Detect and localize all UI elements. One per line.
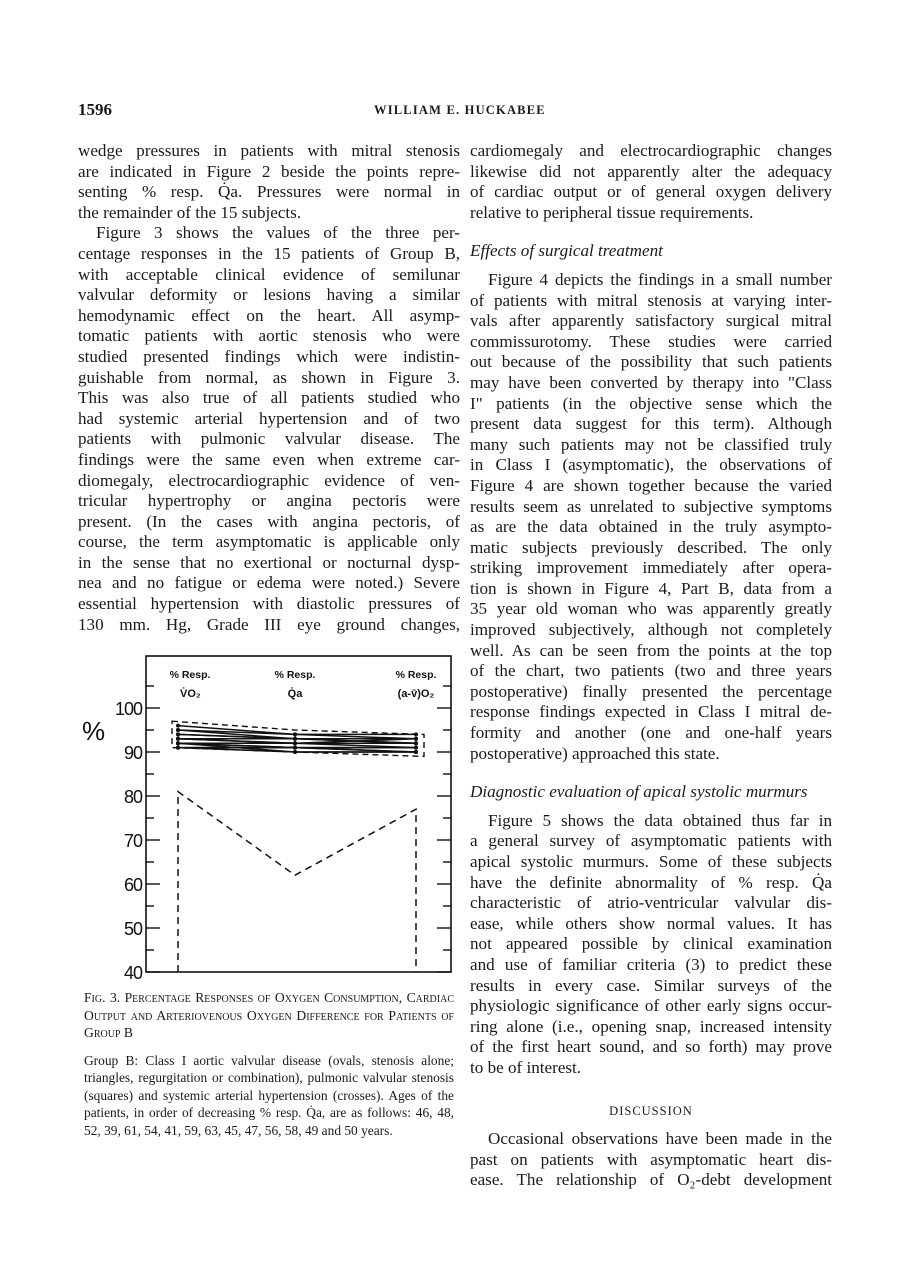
data-point [176, 732, 180, 736]
caption-body: Group B: Class I aortic valvular disease (ovals, stenosis alone; triangles, regurgitation or combination), pulmonic valvular stenosis (squares) and systemic arterial hypertension (crosses). Ages of the patients, in order of decreasing % resp. Q̇a, are as follows: 46, 48, 52, 39, 61, 54, 41, 59, 63, 45, 47, 56, 58, 49 and 50 years. [84, 1052, 454, 1138]
text-line: have the definite abnormality of % resp. Q̇a [470, 872, 832, 892]
y-tick-label: 60 [123, 875, 142, 895]
text-line: ease. The relationship of O₂-debt development [470, 1170, 832, 1190]
text-line: commissurotomy. These studies were carried [470, 331, 832, 351]
plot-frame [146, 656, 451, 972]
text-line: Figure 4 are shown together because the varied [470, 475, 832, 495]
text-line: results seem as unrelated to subjective symptoms [470, 496, 832, 516]
paragraph [470, 1129, 832, 1191]
text-line: guishable from normal, as shown in Figure 3. [78, 367, 460, 387]
text-line: improved subjectively, although not completely [470, 620, 832, 640]
text-line: postoperative) finally presented the percentage [470, 681, 832, 701]
y-tick-label: 80 [123, 787, 142, 807]
left-column [78, 141, 460, 635]
text-line: diomegaly, electrocardiographic evidence of ven- [78, 470, 460, 490]
text-line: centage responses in the 15 patients of Group B, [78, 243, 460, 263]
text-line: tricular hypertrophy or angina pectoris were [78, 491, 460, 511]
text-line: Figure 4 depicts the findings in a small number [488, 269, 832, 289]
reference-dashed-line [178, 792, 416, 972]
figure-3-chart [78, 648, 460, 983]
text-line: I" patients (in the objective sense which the [470, 393, 832, 413]
text-line: not appeared possible by clinical examination [470, 934, 832, 954]
paragraph [78, 223, 460, 635]
text-line: well. As can be seen from the points at the top [470, 640, 832, 660]
text-line: patients with pulmonic valvular disease. The [78, 429, 460, 449]
text-line: course, the term asymptomatic is applicable only [78, 532, 460, 552]
y-tick-label: 40 [123, 963, 142, 983]
text-line: wedge pressures in patients with mitral stenosis [78, 141, 460, 160]
text-line: hemodynamic effect on the heart. All asymp- [78, 305, 460, 325]
text-line: of the chart, two patients (two and three years [470, 661, 832, 681]
figure-caption [84, 989, 454, 1139]
section-heading-murmurs: Diagnostic evaluation of apical systolic murmurs [470, 782, 808, 802]
text-line: 130 mm. Hg, Grade III eye ground changes, [78, 614, 460, 634]
text-line: studied presented findings which were indistin- [78, 346, 460, 366]
text-line: had systemic arterial hypertension and of two [78, 408, 460, 428]
section-heading-surgical: Effects of surgical treatment [470, 241, 663, 261]
text-line: 35 year old woman who was apparently greatly [470, 599, 832, 619]
text-line: ease, while others show normal values. It has [470, 913, 832, 933]
text-line: matic subjects previously described. The only [470, 537, 832, 557]
text-line: postoperative) approached this state. [470, 743, 720, 763]
text-line: out because of the possibility that such patients [470, 352, 832, 372]
running-head: WILLIAM E. HUCKABEE [374, 103, 546, 117]
text-line: Figure 3 shows the values of the three per- [96, 223, 460, 243]
text-line: This was also true of all patients studied who [78, 388, 460, 408]
text-line: results in every case. Similar surveys of the [470, 975, 832, 995]
data-point [293, 737, 297, 741]
text-line: essential hypertension with diastolic pressures of [78, 594, 460, 614]
y-tick-label: 70 [123, 831, 142, 851]
text-line: valvular deformity or lesions having a similar [78, 285, 460, 305]
text-line: ring alone (i.e., opening snap, increased intensity [470, 1016, 832, 1036]
text-line: with acceptable clinical evidence of semilunar [78, 264, 460, 284]
data-point [414, 741, 418, 745]
data-point [293, 732, 297, 736]
text-line: striking improvement immediately after opera- [470, 558, 832, 578]
text-line: present. (In the cases with angina pectoris, of [78, 511, 460, 531]
data-point [176, 728, 180, 732]
text-line: apical systolic murmurs. Some of these subjects [470, 852, 832, 871]
text-line: physiologic significance of other early signs occur- [470, 996, 832, 1016]
right-column [470, 141, 832, 1191]
y-tick-label: 90 [123, 743, 142, 763]
caption-title: Fig. 3. Percentage Responses of Oxygen Consumption, Cardiac Output and Arteriovenous Oxygen Difference for Patients of Group B [84, 990, 454, 1040]
text-line: in the sense that no exertional or nocturnal dysp- [78, 552, 460, 572]
text-line: as are the data obtained in the truly asympto- [470, 517, 832, 537]
text-line: response findings expected in Class I mitral de- [470, 702, 832, 722]
data-point [414, 746, 418, 750]
text-line: findings were the same even when extreme car- [78, 449, 460, 469]
chart-svg [78, 648, 460, 983]
paragraph [470, 811, 832, 1079]
category-label-line1: % Resp. [169, 669, 211, 681]
paragraph [78, 141, 460, 223]
text-line: Figure 5 shows the data obtained thus far in [488, 810, 832, 830]
text-line: the remainder of the 15 subjects. [78, 202, 302, 222]
text-line: tion is shown in Figure 4, Part B, data from a [470, 578, 832, 598]
text-line: tomatic patients with aortic stenosis who were [78, 326, 460, 346]
category-label-line1: % Resp. [274, 669, 316, 681]
text-line: of patients with mitral stenosis at varying inter- [470, 290, 832, 310]
text-line: characteristic of atrio-ventricular valvular dis- [470, 893, 832, 913]
text-line: relative to peripheral tissue requirements. [470, 202, 754, 222]
text-line: are indicated in Figure 2 beside the points repre- [78, 161, 460, 181]
data-point [293, 746, 297, 750]
data-point [293, 741, 297, 745]
y-axis-label: % [82, 716, 106, 746]
text-line: cardiomegaly and electrocardiographic changes [470, 141, 832, 160]
data-point [176, 737, 180, 741]
text-line: many such patients may not be classified truly [470, 434, 832, 454]
discussion-heading: DISCUSSION [609, 1103, 693, 1118]
text-line: of the first heart sound, and so forth) may prove [470, 1037, 832, 1057]
text-line: present data suggest for this term). Although [470, 414, 832, 434]
text-line: of cardiac output or of general oxygen delivery [470, 182, 832, 202]
text-line: likewise did not apparently alter the adequacy [470, 161, 832, 181]
paragraph [470, 141, 832, 223]
text-line: and use of familiar criteria (3) to predict these [470, 954, 832, 974]
text-line: Occasional observations have been made in the [488, 1129, 832, 1149]
text-line: formity and another (one and one-half years [470, 723, 832, 743]
text-line: in Class I (asymptomatic), the observations of [470, 455, 832, 475]
text-line: a general survey of asymptomatic patients with [470, 831, 832, 851]
page-header [78, 100, 846, 124]
category-label-line2: V̇O₂ [180, 688, 201, 700]
page-number: 1596 [78, 100, 112, 119]
category-label-line2: Q̇a [287, 688, 303, 700]
data-point [414, 750, 418, 754]
data-point [176, 724, 180, 728]
data-point [414, 737, 418, 741]
category-label-line2: (a-v̄)O₂ [397, 688, 435, 700]
text-line: vals after apparently satisfactory surgical mitral [470, 311, 832, 331]
y-tick-label: 100 [114, 699, 142, 719]
y-tick-label: 50 [123, 919, 142, 939]
category-label-line1: % Resp. [395, 669, 437, 681]
text-line: past on patients with asymptomatic heart dis- [470, 1149, 832, 1169]
data-point [176, 741, 180, 745]
text-line: senting % resp. Q̇a. Pressures were normal in [78, 182, 460, 202]
paragraph [470, 270, 832, 764]
text-line: may have been converted by therapy into "Class [470, 372, 832, 392]
text-line: nea and no fatigue or edema were noted.) Severe [78, 573, 460, 593]
text-line: to be of interest. [470, 1057, 582, 1077]
